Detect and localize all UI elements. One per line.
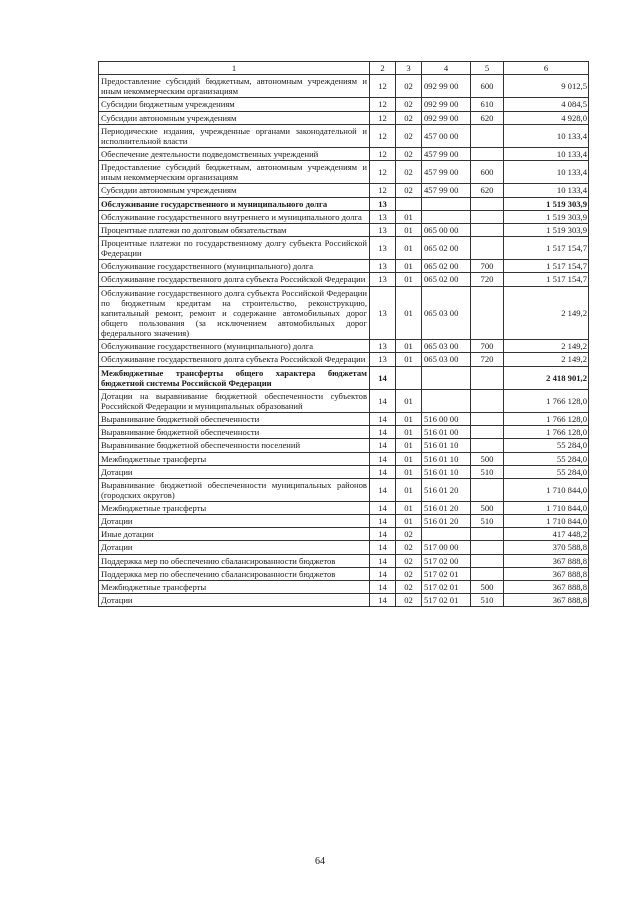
cell-section: 13 — [370, 340, 396, 353]
cell-amount: 10 133,4 — [504, 124, 589, 147]
cell-name: Обслуживание государственного (муниципального) долга — [99, 260, 370, 273]
table-row — [99, 567, 589, 580]
cell-name: Предоставление субсидий бюджетным, автономным учреждениям и иным некоммерческим организациям — [99, 75, 370, 98]
cell-amount: 1 519 303,9 — [504, 197, 589, 210]
cell-subsection: 02 — [396, 98, 422, 111]
cell-subsection: 01 — [396, 353, 422, 366]
cell-subsection: 02 — [396, 161, 422, 184]
cell-name: Процентные платежи по государственному долгу субъекта Российской Федерации — [99, 236, 370, 259]
cell-amount: 10 133,4 — [504, 184, 589, 197]
cell-target-code: 065 03 00 — [422, 286, 471, 340]
cell-name: Поддержка мер по обеспечению сбалансированности бюджетов — [99, 554, 370, 567]
cell-name: Субсидии автономным учреждениям — [99, 111, 370, 124]
cell-section: 12 — [370, 75, 396, 98]
cell-subsection: 02 — [396, 541, 422, 554]
cell-amount: 10 133,4 — [504, 161, 589, 184]
table-row — [99, 147, 589, 160]
cell-target-code: 517 02 01 — [422, 580, 471, 593]
cell-subsection: 02 — [396, 147, 422, 160]
cell-subsection: 01 — [396, 273, 422, 286]
table-row — [99, 184, 589, 197]
cell-expense-type — [471, 439, 504, 452]
cell-expense-type — [471, 478, 504, 501]
table-header-row — [99, 62, 589, 75]
cell-target-code: 516 01 10 — [422, 465, 471, 478]
cell-subsection: 01 — [396, 452, 422, 465]
cell-target-code — [422, 528, 471, 541]
cell-subsection: 01 — [396, 223, 422, 236]
cell-target-code: 517 02 01 — [422, 567, 471, 580]
table-row — [99, 515, 589, 528]
table-row — [99, 594, 589, 607]
cell-section: 14 — [370, 413, 396, 426]
cell-section: 14 — [370, 554, 396, 567]
cell-amount: 1 710 844,0 — [504, 502, 589, 515]
table-row — [99, 260, 589, 273]
cell-target-code: 457 99 00 — [422, 147, 471, 160]
cell-name: Дотации — [99, 594, 370, 607]
cell-expense-type: 500 — [471, 580, 504, 593]
cell-amount: 1 519 303,9 — [504, 210, 589, 223]
cell-section: 13 — [370, 260, 396, 273]
cell-section: 14 — [370, 426, 396, 439]
cell-amount: 2 149,2 — [504, 353, 589, 366]
cell-section: 12 — [370, 184, 396, 197]
cell-amount: 417 448,2 — [504, 528, 589, 541]
cell-target-code: 516 00 00 — [422, 413, 471, 426]
cell-amount: 1 710 844,0 — [504, 515, 589, 528]
cell-section: 14 — [370, 515, 396, 528]
cell-expense-type: 620 — [471, 184, 504, 197]
cell-target-code: 457 00 00 — [422, 124, 471, 147]
cell-subsection: 01 — [396, 515, 422, 528]
cell-target-code — [422, 197, 471, 210]
cell-expense-type: 600 — [471, 75, 504, 98]
cell-amount: 1 766 128,0 — [504, 413, 589, 426]
cell-subsection: 01 — [396, 465, 422, 478]
cell-section: 13 — [370, 197, 396, 210]
table-row — [99, 452, 589, 465]
cell-section: 14 — [370, 502, 396, 515]
cell-target-code: 516 01 00 — [422, 426, 471, 439]
cell-subsection: 01 — [396, 286, 422, 340]
cell-expense-type: 720 — [471, 273, 504, 286]
cell-target-code: 065 02 00 — [422, 273, 471, 286]
cell-amount: 1 519 303,9 — [504, 223, 589, 236]
cell-section: 14 — [370, 452, 396, 465]
cell-name: Дотации — [99, 541, 370, 554]
cell-section: 13 — [370, 210, 396, 223]
cell-name: Обслуживание государственного внутреннего и муниципального долга — [99, 210, 370, 223]
cell-target-code: 065 02 00 — [422, 260, 471, 273]
cell-name: Выравнивание бюджетной обеспеченности — [99, 413, 370, 426]
cell-target-code — [422, 389, 471, 412]
cell-subsection — [396, 366, 422, 389]
cell-target-code: 065 02 00 — [422, 236, 471, 259]
cell-expense-type: 700 — [471, 340, 504, 353]
table-row — [99, 528, 589, 541]
cell-subsection: 01 — [396, 236, 422, 259]
cell-subsection — [396, 197, 422, 210]
cell-subsection: 01 — [396, 340, 422, 353]
table-row — [99, 353, 589, 366]
cell-expense-type: 600 — [471, 161, 504, 184]
cell-amount: 4 928,0 — [504, 111, 589, 124]
cell-expense-type — [471, 528, 504, 541]
cell-section: 14 — [370, 541, 396, 554]
cell-amount: 10 133,4 — [504, 147, 589, 160]
header-col-4: 4 — [422, 62, 471, 75]
cell-section: 13 — [370, 286, 396, 340]
cell-expense-type — [471, 567, 504, 580]
cell-expense-type — [471, 236, 504, 259]
cell-section: 14 — [370, 439, 396, 452]
cell-name: Межбюджетные трансферты — [99, 502, 370, 515]
cell-amount: 2 418 901,2 — [504, 366, 589, 389]
cell-target-code: 092 99 00 — [422, 111, 471, 124]
table-row — [99, 366, 589, 389]
cell-name: Обслуживание государственного и муниципального долга — [99, 197, 370, 210]
cell-expense-type — [471, 286, 504, 340]
cell-amount: 4 084,5 — [504, 98, 589, 111]
table-row — [99, 75, 589, 98]
cell-section: 14 — [370, 465, 396, 478]
page-number: 64 — [315, 856, 325, 867]
cell-target-code: 517 02 00 — [422, 554, 471, 567]
cell-name: Субсидии бюджетным учреждениям — [99, 98, 370, 111]
header-col-6: 6 — [504, 62, 589, 75]
cell-section: 12 — [370, 124, 396, 147]
cell-expense-type — [471, 554, 504, 567]
cell-subsection: 01 — [396, 210, 422, 223]
cell-section: 13 — [370, 236, 396, 259]
cell-name: Выравнивание бюджетной обеспеченности поселений — [99, 439, 370, 452]
cell-amount: 55 284,0 — [504, 439, 589, 452]
cell-target-code: 516 01 20 — [422, 502, 471, 515]
cell-subsection: 02 — [396, 528, 422, 541]
cell-target-code: 092 99 00 — [422, 75, 471, 98]
cell-target-code: 516 01 20 — [422, 478, 471, 501]
cell-subsection: 02 — [396, 124, 422, 147]
cell-name: Межбюджетные трансферты — [99, 452, 370, 465]
cell-subsection: 01 — [396, 478, 422, 501]
cell-subsection: 01 — [396, 260, 422, 273]
table-body — [99, 75, 589, 607]
cell-subsection: 01 — [396, 502, 422, 515]
cell-expense-type — [471, 147, 504, 160]
cell-name: Процентные платежи по долговым обязательствам — [99, 223, 370, 236]
cell-section: 12 — [370, 111, 396, 124]
cell-name: Субсидии автономным учреждениям — [99, 184, 370, 197]
table-row — [99, 124, 589, 147]
cell-subsection: 02 — [396, 594, 422, 607]
cell-subsection: 02 — [396, 580, 422, 593]
table-row — [99, 223, 589, 236]
cell-expense-type — [471, 210, 504, 223]
cell-expense-type — [471, 366, 504, 389]
cell-section: 13 — [370, 353, 396, 366]
cell-subsection: 02 — [396, 567, 422, 580]
cell-expense-type — [471, 124, 504, 147]
cell-name: Выравнивание бюджетной обеспеченности — [99, 426, 370, 439]
cell-amount: 1 517 154,7 — [504, 273, 589, 286]
table-row — [99, 273, 589, 286]
header-col-1: 1 — [99, 62, 370, 75]
cell-amount: 1 766 128,0 — [504, 389, 589, 412]
cell-amount: 367 888,8 — [504, 594, 589, 607]
cell-amount: 1 517 154,7 — [504, 260, 589, 273]
cell-name: Межбюджетные трансферты общего характера бюджетам бюджетной системы Российской Федерации — [99, 366, 370, 389]
cell-section: 13 — [370, 223, 396, 236]
cell-amount: 2 149,2 — [504, 340, 589, 353]
table-row — [99, 413, 589, 426]
cell-name: Обслуживание государственного долга субъекта Российской Федерации по бюджетным кредитам на строительство, реконструкцию, капитальный ремонт, ремонт и содержание автомобильных дорог общего пользования (за исключением автомобильных дорог федерального значения) — [99, 286, 370, 340]
cell-target-code: 457 99 00 — [422, 161, 471, 184]
cell-subsection: 01 — [396, 439, 422, 452]
cell-subsection: 01 — [396, 389, 422, 412]
cell-name: Поддержка мер по обеспечению сбалансированности бюджетов — [99, 567, 370, 580]
cell-expense-type — [471, 223, 504, 236]
cell-target-code: 516 01 20 — [422, 515, 471, 528]
cell-section: 12 — [370, 147, 396, 160]
cell-section: 12 — [370, 161, 396, 184]
cell-name: Дотации — [99, 515, 370, 528]
cell-amount: 1 710 844,0 — [504, 478, 589, 501]
table-row — [99, 210, 589, 223]
cell-target-code: 517 00 00 — [422, 541, 471, 554]
table-row — [99, 197, 589, 210]
cell-target-code — [422, 366, 471, 389]
cell-expense-type: 510 — [471, 465, 504, 478]
cell-section: 14 — [370, 567, 396, 580]
cell-target-code: 516 01 10 — [422, 439, 471, 452]
cell-subsection: 02 — [396, 554, 422, 567]
cell-subsection: 01 — [396, 426, 422, 439]
cell-target-code: 065 00 00 — [422, 223, 471, 236]
table-row — [99, 554, 589, 567]
cell-name: Дотации на выравнивание бюджетной обеспеченности субъектов Российской Федерации и муниципальных образований — [99, 389, 370, 412]
cell-target-code — [422, 210, 471, 223]
cell-section: 14 — [370, 478, 396, 501]
cell-subsection: 01 — [396, 413, 422, 426]
table-row — [99, 439, 589, 452]
cell-amount: 2 149,2 — [504, 286, 589, 340]
table-row — [99, 236, 589, 259]
cell-amount: 367 888,8 — [504, 567, 589, 580]
cell-expense-type — [471, 541, 504, 554]
cell-expense-type: 500 — [471, 452, 504, 465]
table-row — [99, 161, 589, 184]
header-col-3: 3 — [396, 62, 422, 75]
cell-target-code: 092 99 00 — [422, 98, 471, 111]
cell-section: 14 — [370, 580, 396, 593]
cell-amount: 1 517 154,7 — [504, 236, 589, 259]
cell-target-code: 516 01 10 — [422, 452, 471, 465]
cell-name: Периодические издания, учрежденные органами законодательной и исполнительной власти — [99, 124, 370, 147]
cell-expense-type: 510 — [471, 594, 504, 607]
table-row — [99, 286, 589, 340]
table-row — [99, 465, 589, 478]
cell-expense-type: 610 — [471, 98, 504, 111]
cell-name: Обслуживание государственного долга субъекта Российской Федерации — [99, 353, 370, 366]
cell-target-code: 457 99 00 — [422, 184, 471, 197]
cell-section: 14 — [370, 594, 396, 607]
cell-expense-type — [471, 389, 504, 412]
cell-name: Межбюджетные трансферты — [99, 580, 370, 593]
table-row — [99, 426, 589, 439]
cell-target-code: 065 03 00 — [422, 353, 471, 366]
cell-amount: 370 588,8 — [504, 541, 589, 554]
cell-expense-type — [471, 426, 504, 439]
cell-expense-type: 500 — [471, 502, 504, 515]
cell-name: Обслуживание государственного (муниципального) долга — [99, 340, 370, 353]
table-row — [99, 502, 589, 515]
cell-expense-type — [471, 197, 504, 210]
cell-section: 13 — [370, 273, 396, 286]
cell-name: Дотации — [99, 465, 370, 478]
table-row — [99, 389, 589, 412]
cell-amount: 367 888,8 — [504, 554, 589, 567]
cell-expense-type: 700 — [471, 260, 504, 273]
table-row — [99, 111, 589, 124]
cell-amount: 55 284,0 — [504, 452, 589, 465]
cell-name: Выравнивание бюджетной обеспеченности муниципальных районов (городских округов) — [99, 478, 370, 501]
cell-name: Предоставление субсидий бюджетным, автономным учреждениям и иным некоммерческим организациям — [99, 161, 370, 184]
cell-amount: 1 766 128,0 — [504, 426, 589, 439]
table-row — [99, 580, 589, 593]
cell-section: 14 — [370, 528, 396, 541]
budget-table — [98, 61, 589, 607]
cell-amount: 55 284,0 — [504, 465, 589, 478]
cell-target-code: 065 03 00 — [422, 340, 471, 353]
cell-expense-type: 620 — [471, 111, 504, 124]
table-row — [99, 98, 589, 111]
cell-name: Обеспечение деятельности подведомственных учреждений — [99, 147, 370, 160]
cell-amount: 9 012,5 — [504, 75, 589, 98]
cell-subsection: 02 — [396, 184, 422, 197]
cell-name: Обслуживание государственного долга субъекта Российской Федерации — [99, 273, 370, 286]
table-row — [99, 340, 589, 353]
cell-expense-type: 510 — [471, 515, 504, 528]
table-row — [99, 478, 589, 501]
cell-expense-type — [471, 413, 504, 426]
cell-section: 14 — [370, 366, 396, 389]
cell-expense-type: 720 — [471, 353, 504, 366]
cell-section: 12 — [370, 98, 396, 111]
header-col-5: 5 — [471, 62, 504, 75]
header-col-2: 2 — [370, 62, 396, 75]
cell-subsection: 02 — [396, 75, 422, 98]
cell-section: 14 — [370, 389, 396, 412]
cell-subsection: 02 — [396, 111, 422, 124]
cell-amount: 367 888,8 — [504, 580, 589, 593]
table-row — [99, 541, 589, 554]
cell-name: Иные дотации — [99, 528, 370, 541]
cell-target-code: 517 02 01 — [422, 594, 471, 607]
